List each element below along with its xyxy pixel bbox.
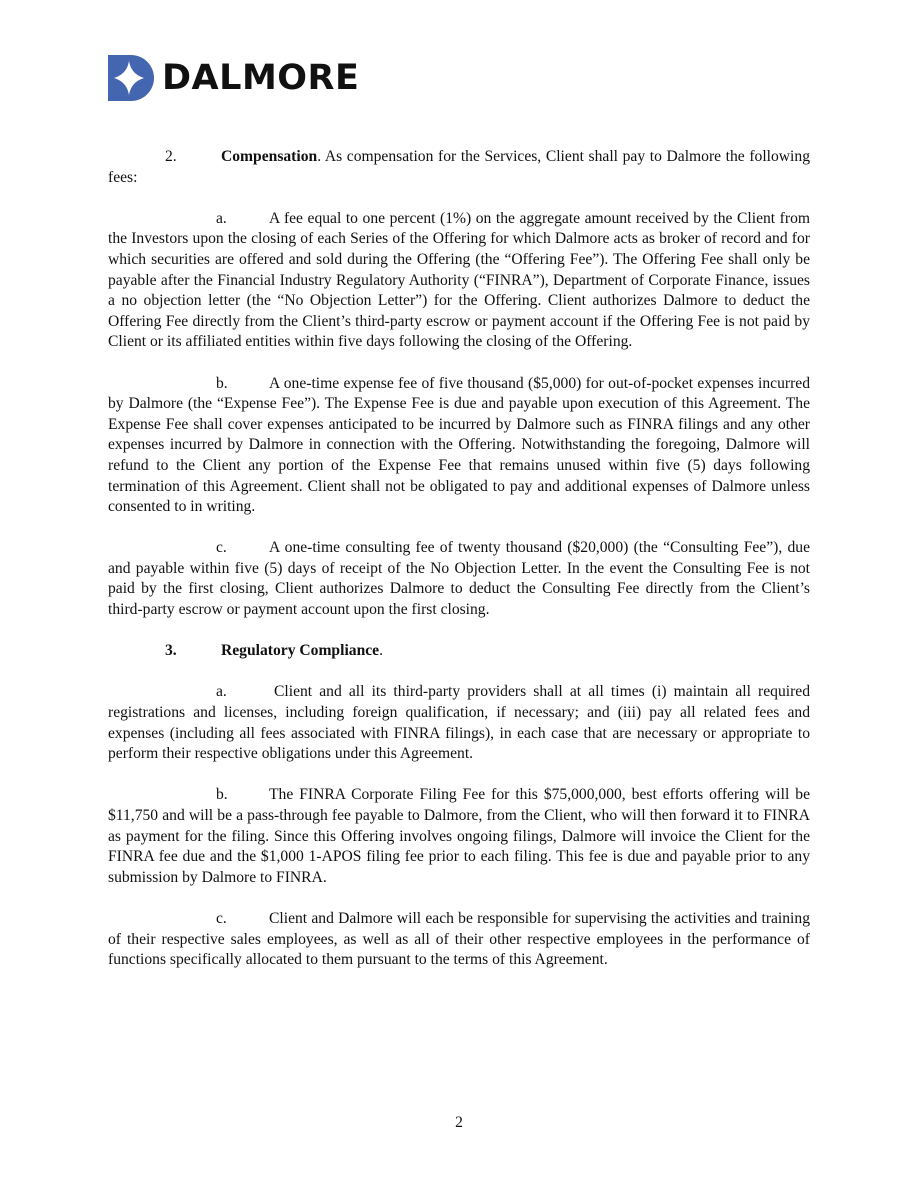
item-text: A one-time consulting fee of twenty thousand ($20,000) (the “Consulting Fee”), due and payable within five (5) days of receipt of the No Objection Letter. In the event the Consulting Fee is not paid by the first closing, Client authorizes Dalmore to deduct the Consulting Fee directly from the Client’s third-party escrow or payment account upon the first closing.: [108, 539, 810, 619]
item-label: a.: [216, 209, 227, 227]
section-3-item-a: [108, 682, 810, 764]
section-3-heading: [108, 641, 810, 662]
section-title: Compensation: [221, 148, 318, 165]
item-label: b.: [216, 786, 228, 804]
section-intro-text: .: [379, 642, 383, 660]
item-text: A one-time expense fee of five thousand ($5,000) for out-of-pocket expenses incurred by Dalmore (the “Expense Fee”). The Expense Fee is due and payable upon execution of this Agreement. The Expense Fee shall cover expenses anticipated to be incurred by Dalmore such as FINRA filings and any other expenses incurred by Dalmore in connection with the Offering. Notwithstanding the foregoing, Dalmore will refund to the Client any portion of the Expense Fee that remains unused within five (5) days following termination of this Agreement. Client shall not be obligated to pay and additional expenses of Dalmore unless consented to in writing.: [108, 374, 810, 516]
item-text: Client and Dalmore will each be responsible for supervising the activities and training of their respective sales employees, as well as all of their other respective employees in the performance of functions specifically allocated to them pursuant to the terms of this Agreement.: [108, 909, 810, 969]
item-label: c.: [216, 539, 227, 557]
section-3-item-c: [108, 909, 810, 971]
page-number: 2: [455, 1114, 463, 1131]
section-2-item-c: [108, 538, 810, 620]
item-text: The FINRA Corporate Filing Fee for this $75,000,000, best efforts offering will be $11,750 and will be a pass-through fee payable to Dalmore, from the Client, who will then forward it to FINRA as payment for the filing. Since this Offering involves ongoing filings, Dalmore will invoice the Client for the FINRA fee due and the $1,000 1-APOS filing fee prior to each filing. This fee is due and payable prior to any submission by Dalmore to FINRA.: [108, 786, 810, 886]
section-title: Regulatory Compliance: [221, 642, 380, 660]
section-number: 2.: [165, 148, 177, 165]
dalmore-logo: [108, 55, 359, 101]
section-2-item-b: [108, 374, 810, 518]
item-label: a.: [216, 683, 227, 701]
item-text: A fee equal to one percent (1%) on the aggregate amount received by the Client from the Investors upon the closing of each Series of the Offering for which Dalmore acts as broker of record and for which securities are offered and sold during the Offering (the “Offering Fee”). The Offering Fee shall only be payable after the Financial Industry Regulatory Authority (“FINRA”), Department of Corporate Finance, issues a no objection letter (the “No Objection Letter”) for the Offering. Client authorizes Dalmore to deduct the Offering Fee directly from the Client’s third-party escrow or payment account if the Offering Fee is not paid by Client or its affiliated entities within five days following the closing of the Offering.: [108, 209, 810, 351]
document-body: [108, 147, 810, 991]
section-2-intro: [108, 147, 810, 188]
dalmore-star-icon: [108, 55, 154, 101]
section-3-item-b: [108, 785, 810, 888]
section-intro-text: . As compensation for the Services, Client shall pay to Dalmore the following fees:: [108, 148, 810, 186]
section-2-item-a: [108, 209, 810, 353]
logo-wordmark: DALMORE: [162, 58, 360, 98]
item-text: Client and all its third-party providers shall at all times (i) maintain all required registrations and licenses, including foreign qualification, if necessary; and (iii) pay all related fees and expenses (including all fees associated with FINRA filings), in each case that are necessary or appropriate to perform their respective obligations under this Agreement.: [108, 683, 810, 763]
item-label: c.: [216, 909, 227, 927]
item-label: b.: [216, 374, 228, 392]
section-number: 3.: [165, 642, 177, 660]
